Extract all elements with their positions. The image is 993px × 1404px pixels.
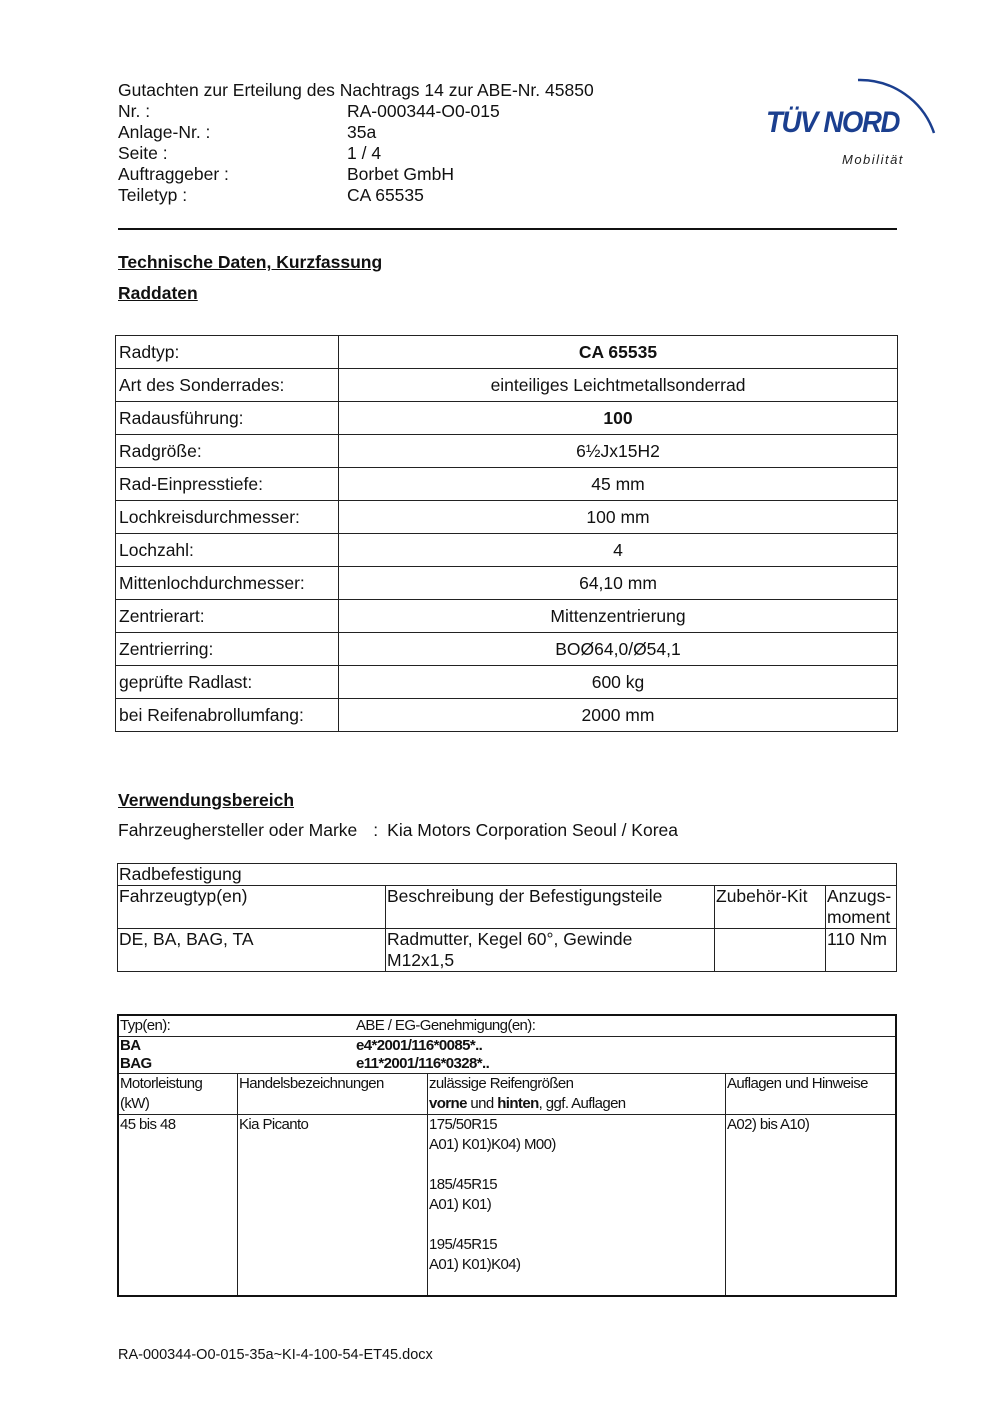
header-line: zulässige Reifengrößen bbox=[429, 1075, 574, 1092]
header-label: Teiletyp : bbox=[118, 185, 188, 205]
tire-size: 175/50R15 bbox=[429, 1116, 497, 1133]
raddaten-value: 2000 mm bbox=[339, 699, 898, 732]
tuev-nord-logo bbox=[766, 58, 941, 173]
raddaten-label: Radgröße: bbox=[116, 435, 339, 468]
header-text: und bbox=[466, 1095, 498, 1112]
section-heading-raddaten: Raddaten bbox=[118, 283, 198, 303]
header-bold-vorne: vorne bbox=[429, 1095, 467, 1112]
radbefestigung-title: Radbefestigung bbox=[118, 864, 897, 886]
header-line: Motorleistung bbox=[120, 1075, 203, 1092]
header-title: Gutachten zur Erteilung des Nachtrags 14 zur ABE-Nr. 45850 bbox=[118, 80, 594, 100]
cell-zubehoer-kit bbox=[715, 929, 826, 972]
header-value: Borbet GmbH bbox=[347, 164, 454, 184]
raddaten-value: 4 bbox=[339, 534, 898, 567]
raddaten-label: Radtyp: bbox=[116, 336, 339, 369]
table-row bbox=[118, 1037, 896, 1074]
footer-filename: RA-000344-O0-015-35a~KI-4-100-54-ET45.docx bbox=[118, 1347, 433, 1363]
raddaten-label: Art des Sonderrades: bbox=[116, 369, 339, 402]
tire-codes: A01) K01)K04) M00) bbox=[429, 1136, 556, 1153]
fahrzeughersteller-label: Fahrzeughersteller oder Marke bbox=[118, 820, 358, 840]
header-row-seite bbox=[118, 143, 594, 164]
raddaten-table bbox=[115, 335, 898, 732]
typen-entries bbox=[118, 1037, 896, 1074]
header-value: 35a bbox=[347, 122, 377, 142]
column-header-anzugsmoment bbox=[826, 886, 897, 929]
tire-size: 195/45R15 bbox=[429, 1236, 497, 1253]
section-heading-technische-daten: Technische Daten, Kurzfassung bbox=[118, 252, 383, 272]
column-header-zubehoer-kit: Zubehör-Kit bbox=[715, 886, 826, 929]
header-row-teiletyp bbox=[118, 185, 594, 206]
table-row bbox=[116, 633, 898, 666]
header-line: moment bbox=[827, 907, 891, 927]
raddaten-value: CA 65535 bbox=[339, 336, 898, 369]
cell-auflagen: A02) bis A10) bbox=[726, 1115, 897, 1297]
header-value: CA 65535 bbox=[347, 185, 424, 205]
cell-handelsbezeichnung: Kia Picanto bbox=[238, 1115, 428, 1297]
table-row bbox=[116, 567, 898, 600]
column-header-reifengroessen bbox=[428, 1074, 726, 1115]
raddaten-label: Lochzahl: bbox=[116, 534, 339, 567]
cell-anzugsmoment: 110 Nm bbox=[826, 929, 897, 972]
cell-line: Radmutter, Kegel 60°, Gewinde bbox=[387, 929, 633, 949]
header-row-anlage bbox=[118, 122, 594, 143]
table-row bbox=[116, 369, 898, 402]
table-row bbox=[116, 435, 898, 468]
typen-entry-abe: e4*2001/116*0085*.. bbox=[356, 1037, 483, 1054]
column-header-fahrzeugtyp: Fahrzeugtyp(en) bbox=[118, 886, 386, 929]
header-row-auftraggeber bbox=[118, 164, 594, 185]
raddaten-label: Radausführung: bbox=[116, 402, 339, 435]
raddaten-value: 100 bbox=[339, 402, 898, 435]
table-row bbox=[118, 1015, 896, 1037]
header-row-nr bbox=[118, 101, 594, 122]
header-line: (kW) bbox=[120, 1095, 150, 1112]
header-line: Anzugs- bbox=[827, 886, 892, 906]
table-row bbox=[118, 1074, 896, 1115]
table-row bbox=[118, 1115, 896, 1297]
raddaten-value: einteiliges Leichtmetallsonderrad bbox=[339, 369, 898, 402]
raddaten-value: 45 mm bbox=[339, 468, 898, 501]
table-row bbox=[116, 336, 898, 369]
table-row bbox=[116, 402, 898, 435]
column-header-handelsbezeichnungen: Handelsbezeichnungen bbox=[238, 1074, 428, 1115]
header-label: Anlage-Nr. : bbox=[118, 122, 211, 142]
header-value: 1 / 4 bbox=[347, 143, 382, 163]
column-header-auflagen: Auflagen und Hinweise bbox=[726, 1074, 897, 1115]
raddaten-value: 600 kg bbox=[339, 666, 898, 699]
spacer bbox=[429, 1215, 724, 1235]
raddaten-value: 64,10 mm bbox=[339, 567, 898, 600]
table-row bbox=[116, 501, 898, 534]
typen-entry bbox=[120, 1055, 894, 1073]
raddaten-label: bei Reifenabrollumfang: bbox=[116, 699, 339, 732]
typen-label: Typ(en): bbox=[120, 1017, 171, 1034]
raddaten-value: BOØ64,0/Ø54,1 bbox=[339, 633, 898, 666]
raddaten-label: Lochkreisdurchmesser: bbox=[116, 501, 339, 534]
header-label: Nr. : bbox=[118, 101, 151, 121]
table-row bbox=[116, 666, 898, 699]
raddaten-label: Rad-Einpresstiefe: bbox=[116, 468, 339, 501]
section-heading-verwendungsbereich: Verwendungsbereich bbox=[118, 790, 295, 810]
table-row bbox=[118, 929, 897, 972]
table-row bbox=[116, 534, 898, 567]
cell-line: M12x1,5 bbox=[387, 950, 455, 970]
raddaten-value: 6½Jx15H2 bbox=[339, 435, 898, 468]
table-row bbox=[118, 886, 897, 929]
logo-subtitle: Mobilität bbox=[842, 152, 904, 167]
column-header-beschreibung: Beschreibung der Befestigungsteile bbox=[386, 886, 715, 929]
table-row bbox=[118, 864, 897, 886]
header-label: Seite : bbox=[118, 143, 168, 163]
header-text: , ggf. Auflagen bbox=[538, 1095, 626, 1112]
typen-table bbox=[117, 1014, 897, 1297]
fahrzeughersteller-separator: : bbox=[373, 820, 379, 840]
header-label: Auftraggeber : bbox=[118, 164, 229, 184]
header-divider bbox=[118, 228, 897, 230]
tire-codes: A01) K01)K04) bbox=[429, 1256, 521, 1273]
logo-wordmark: TÜV NORD bbox=[766, 106, 900, 139]
typen-entry-typ: BA bbox=[120, 1037, 141, 1054]
typen-entry-typ: BAG bbox=[120, 1055, 152, 1072]
column-header-motorleistung bbox=[118, 1074, 238, 1115]
table-row bbox=[116, 699, 898, 732]
header-line bbox=[429, 1094, 724, 1114]
tire-codes: A01) K01) bbox=[429, 1196, 492, 1213]
cell-reifengroessen bbox=[428, 1115, 726, 1297]
fahrzeughersteller-value: Kia Motors Corporation Seoul / Korea bbox=[387, 820, 678, 840]
abe-label: ABE / EG-Genehmigung(en): bbox=[356, 1017, 536, 1034]
raddaten-label: Zentrierring: bbox=[116, 633, 339, 666]
typen-label-row bbox=[118, 1015, 896, 1037]
header-bold-hinten: hinten bbox=[497, 1095, 539, 1112]
spacer bbox=[429, 1155, 724, 1175]
document-header bbox=[118, 80, 594, 206]
radbefestigung-table bbox=[117, 863, 897, 972]
table-row bbox=[116, 600, 898, 633]
typen-entry bbox=[120, 1037, 894, 1055]
raddaten-label: Mittenlochdurchmesser: bbox=[116, 567, 339, 600]
raddaten-label: geprüfte Radlast: bbox=[116, 666, 339, 699]
tire-size: 185/45R15 bbox=[429, 1176, 497, 1193]
fahrzeughersteller-line bbox=[118, 820, 678, 841]
raddaten-value: Mittenzentrierung bbox=[339, 600, 898, 633]
table-row bbox=[116, 468, 898, 501]
typen-entry-abe: e11*2001/116*0328*.. bbox=[356, 1055, 490, 1072]
cell-motorleistung: 45 bis 48 bbox=[118, 1115, 238, 1297]
header-value: RA-000344-O0-015 bbox=[347, 101, 500, 121]
cell-fahrzeugtyp: DE, BA, BAG, TA bbox=[118, 929, 386, 972]
cell-beschreibung bbox=[386, 929, 715, 972]
raddaten-value: 100 mm bbox=[339, 501, 898, 534]
raddaten-label: Zentrierart: bbox=[116, 600, 339, 633]
